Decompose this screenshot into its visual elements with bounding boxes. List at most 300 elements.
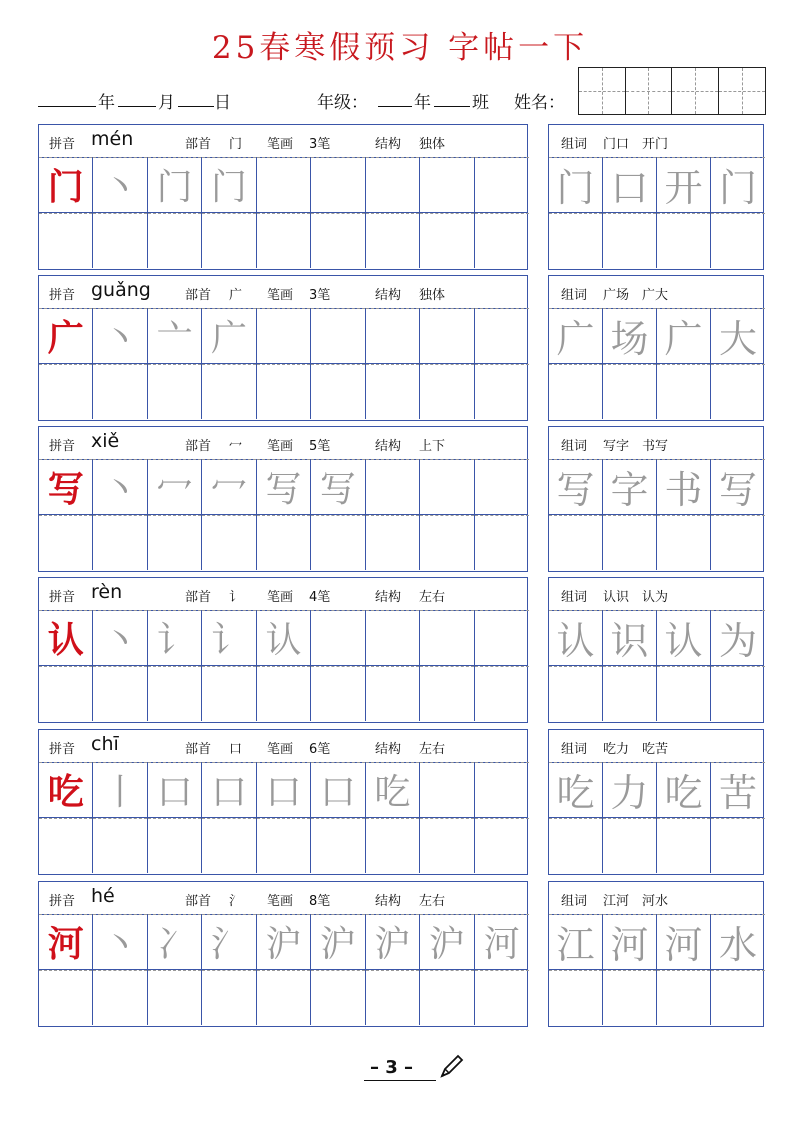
writing-cell[interactable] <box>603 666 657 721</box>
char-info <box>39 730 527 763</box>
writing-cell[interactable] <box>148 666 202 721</box>
trace-char: 亠 <box>156 318 193 359</box>
writing-cell[interactable] <box>39 157 93 212</box>
word-trace-char: 开 <box>664 166 703 210</box>
word-trace-char: 河 <box>664 923 703 967</box>
structure-label: 结构 <box>375 439 402 454</box>
grid-row <box>549 762 763 818</box>
writing-cell[interactable] <box>549 157 603 212</box>
writing-cell[interactable] <box>311 515 365 570</box>
word-block-5 <box>548 729 764 875</box>
writing-cell[interactable] <box>366 666 420 721</box>
writing-cell[interactable] <box>39 308 93 363</box>
model-char: 写 <box>47 469 84 510</box>
writing-cell[interactable] <box>93 818 147 873</box>
page-title: 25春寒假预习 字帖一下 <box>211 30 589 66</box>
strokes-value: 3笔 <box>309 288 331 303</box>
writing-cell[interactable] <box>257 459 311 514</box>
writing-cell[interactable] <box>549 459 603 514</box>
writing-cell[interactable] <box>148 610 202 665</box>
writing-cell[interactable] <box>93 364 147 419</box>
pinyin-label: 拼音 <box>49 590 76 605</box>
pinyin-label: 拼音 <box>49 742 76 757</box>
word-trace-char: 江 <box>556 923 595 967</box>
writing-cell[interactable] <box>657 364 711 419</box>
writing-cell[interactable] <box>420 308 474 363</box>
writing-cell[interactable] <box>603 818 657 873</box>
writing-cell[interactable] <box>311 970 365 1025</box>
writing-cell[interactable] <box>475 970 529 1025</box>
trace-char <box>475 308 529 363</box>
grid-row <box>39 666 527 721</box>
grid-row <box>39 762 527 818</box>
writing-cell[interactable] <box>711 364 765 419</box>
trace-char: 冖 <box>156 469 193 510</box>
radical-label: 部首 <box>185 894 212 909</box>
writing-cell[interactable] <box>366 818 420 873</box>
trace-char: 讠 <box>156 620 193 661</box>
writing-cell[interactable] <box>93 610 147 665</box>
writing-cell[interactable] <box>475 818 529 873</box>
name-box[interactable] <box>719 68 766 114</box>
writing-cell[interactable] <box>257 762 311 817</box>
strokes-label: 笔画 <box>267 894 294 909</box>
trace-char: 沪 <box>319 924 356 965</box>
writing-cell[interactable] <box>366 308 420 363</box>
writing-cell[interactable] <box>603 970 657 1025</box>
writing-cell[interactable] <box>475 666 529 721</box>
pinyin-value: guǎng <box>91 279 151 301</box>
writing-cell[interactable] <box>549 610 603 665</box>
writing-cell[interactable] <box>39 914 93 969</box>
trace-char: 丶 <box>102 620 139 661</box>
writing-cell[interactable] <box>475 515 529 570</box>
grid-row <box>549 157 763 213</box>
day-label: 日 <box>214 93 231 113</box>
model-char: 吃 <box>47 772 84 813</box>
writing-cell[interactable] <box>420 610 474 665</box>
writing-cell[interactable] <box>93 970 147 1025</box>
trace-char <box>366 308 419 363</box>
writing-cell[interactable] <box>711 459 765 514</box>
writing-cell[interactable] <box>475 762 529 817</box>
grid-row <box>549 666 763 721</box>
writing-cell[interactable] <box>366 157 420 212</box>
writing-cell[interactable] <box>420 157 474 212</box>
class-label: 班 <box>472 93 489 113</box>
trace-char: 口 <box>156 772 193 813</box>
writing-cell[interactable] <box>475 610 529 665</box>
trace-char: 丨 <box>102 772 139 813</box>
pencil-icon <box>436 1052 466 1082</box>
structure-label: 结构 <box>375 288 402 303</box>
words-value: 认识 认为 <box>603 590 669 605</box>
writing-cell[interactable] <box>202 762 256 817</box>
writing-cell[interactable] <box>257 666 311 721</box>
writing-cell[interactable] <box>148 459 202 514</box>
trace-char: 冖 <box>211 469 248 510</box>
writing-cell[interactable] <box>39 762 93 817</box>
writing-cell[interactable] <box>202 970 256 1025</box>
year-label: 年 <box>98 93 115 113</box>
grade-blank[interactable] <box>378 106 412 107</box>
radical-value: 门 <box>229 137 243 152</box>
writing-cell[interactable] <box>202 666 256 721</box>
grid-row <box>39 364 527 419</box>
writing-cell[interactable] <box>711 914 765 969</box>
radical-value: 氵 <box>229 894 243 909</box>
writing-cell[interactable] <box>549 364 603 419</box>
trace-char: 沪 <box>265 924 302 965</box>
writing-cell[interactable] <box>475 213 529 268</box>
word-info <box>549 427 763 460</box>
grid-row <box>39 515 527 570</box>
grade-year-label: 年 <box>414 93 431 113</box>
grid-row <box>549 818 763 873</box>
writing-cell[interactable] <box>549 914 603 969</box>
writing-cell[interactable] <box>93 914 147 969</box>
trace-char <box>475 762 529 817</box>
writing-cell[interactable] <box>148 818 202 873</box>
writing-cell[interactable] <box>711 818 765 873</box>
trace-char <box>366 157 419 212</box>
char-info <box>39 578 527 611</box>
strokes-label: 笔画 <box>267 137 294 152</box>
grid-row <box>39 610 527 666</box>
writing-cell[interactable] <box>148 157 202 212</box>
writing-cell[interactable] <box>39 364 93 419</box>
words-value: 江河 河水 <box>603 894 669 909</box>
writing-cell[interactable] <box>93 157 147 212</box>
writing-cell[interactable] <box>603 157 657 212</box>
name-boxes[interactable] <box>578 67 766 115</box>
class-blank[interactable] <box>434 106 470 107</box>
writing-cell[interactable] <box>657 610 711 665</box>
writing-cell[interactable] <box>549 666 603 721</box>
word-trace-char: 写 <box>556 468 595 512</box>
writing-cell[interactable] <box>603 762 657 817</box>
char-info <box>39 882 527 915</box>
trace-char: 沪 <box>428 924 465 965</box>
writing-cell[interactable] <box>420 970 474 1025</box>
pinyin-value: rèn <box>91 581 123 603</box>
word-info <box>549 125 763 158</box>
writing-cell[interactable] <box>257 610 311 665</box>
radical-value: 广 <box>229 288 243 303</box>
writing-cell[interactable] <box>148 213 202 268</box>
radical-label: 部首 <box>185 439 212 454</box>
word-trace-char: 写 <box>718 468 757 512</box>
writing-cell[interactable] <box>311 213 365 268</box>
words-label: 组词 <box>561 288 588 303</box>
writing-cell[interactable] <box>657 213 711 268</box>
writing-cell[interactable] <box>603 459 657 514</box>
trace-char: 口 <box>211 772 248 813</box>
words-value: 广场 广大 <box>603 288 669 303</box>
writing-cell[interactable] <box>202 308 256 363</box>
practice-block-5 <box>38 729 528 875</box>
writing-cell[interactable] <box>475 364 529 419</box>
writing-cell[interactable] <box>420 666 474 721</box>
writing-cell[interactable] <box>549 762 603 817</box>
trace-char <box>366 610 419 665</box>
pinyin-value: xiě <box>91 430 120 452</box>
writing-cell[interactable] <box>311 157 365 212</box>
words-value: 写字 书写 <box>603 439 669 454</box>
word-trace-char: 认 <box>556 619 595 663</box>
radical-value: 讠 <box>229 590 243 605</box>
writing-cell[interactable] <box>603 914 657 969</box>
writing-cell[interactable] <box>202 818 256 873</box>
practice-block-3 <box>38 426 528 572</box>
writing-cell[interactable] <box>93 515 147 570</box>
trace-char: 写 <box>319 469 356 510</box>
trace-char: 河 <box>483 924 520 965</box>
grid-row <box>549 970 763 1025</box>
writing-cell[interactable] <box>148 364 202 419</box>
strokes-value: 6笔 <box>309 742 331 757</box>
writing-cell[interactable] <box>93 666 147 721</box>
model-char: 门 <box>47 167 84 208</box>
writing-cell[interactable] <box>257 515 311 570</box>
writing-cell[interactable] <box>366 459 420 514</box>
writing-cell[interactable] <box>549 308 603 363</box>
writing-cell[interactable] <box>549 515 603 570</box>
writing-cell[interactable] <box>202 213 256 268</box>
writing-cell[interactable] <box>202 364 256 419</box>
writing-cell[interactable] <box>39 459 93 514</box>
writing-cell[interactable] <box>202 459 256 514</box>
writing-cell[interactable] <box>711 308 765 363</box>
radical-label: 部首 <box>185 742 212 757</box>
writing-cell[interactable] <box>711 610 765 665</box>
pinyin-label: 拼音 <box>49 439 76 454</box>
writing-cell[interactable] <box>711 157 765 212</box>
word-block-1 <box>548 124 764 270</box>
word-trace-char: 吃 <box>556 771 595 815</box>
writing-cell[interactable] <box>420 515 474 570</box>
writing-cell[interactable] <box>549 818 603 873</box>
writing-cell[interactable] <box>257 213 311 268</box>
writing-cell[interactable] <box>311 364 365 419</box>
writing-cell[interactable] <box>311 459 365 514</box>
grid-row <box>39 914 527 970</box>
word-trace-char: 为 <box>718 619 757 663</box>
word-block-6 <box>548 881 764 1027</box>
trace-char: 吃 <box>374 772 411 813</box>
grid-row <box>39 308 527 364</box>
writing-cell[interactable] <box>39 515 93 570</box>
writing-cell[interactable] <box>93 308 147 363</box>
word-trace-char: 识 <box>610 619 649 663</box>
writing-cell[interactable] <box>549 970 603 1025</box>
writing-cell[interactable] <box>202 515 256 570</box>
word-trace-char: 书 <box>664 468 703 512</box>
writing-cell[interactable] <box>202 610 256 665</box>
word-info <box>549 276 763 309</box>
writing-cell[interactable] <box>39 610 93 665</box>
writing-cell[interactable] <box>39 666 93 721</box>
writing-cell[interactable] <box>603 610 657 665</box>
writing-cell[interactable] <box>257 308 311 363</box>
writing-cell[interactable] <box>475 914 529 969</box>
trace-char <box>420 762 473 817</box>
writing-cell[interactable] <box>39 970 93 1025</box>
writing-cell[interactable] <box>711 515 765 570</box>
word-trace-char: 字 <box>610 468 649 512</box>
writing-cell[interactable] <box>657 157 711 212</box>
writing-cell[interactable] <box>657 308 711 363</box>
structure-value: 独体 <box>419 137 446 152</box>
writing-cell[interactable] <box>311 308 365 363</box>
trace-char: 沪 <box>374 924 411 965</box>
writing-cell[interactable] <box>420 818 474 873</box>
word-block-2 <box>548 275 764 421</box>
writing-cell[interactable] <box>711 970 765 1025</box>
writing-cell[interactable] <box>657 818 711 873</box>
radical-label: 部首 <box>185 137 212 152</box>
writing-cell[interactable] <box>257 818 311 873</box>
writing-cell[interactable] <box>420 459 474 514</box>
trace-char: 口 <box>319 772 356 813</box>
trace-char <box>475 157 529 212</box>
writing-cell[interactable] <box>311 818 365 873</box>
word-block-4 <box>548 577 764 723</box>
grade-label: 年级： <box>317 93 368 113</box>
writing-cell[interactable] <box>148 515 202 570</box>
writing-cell[interactable] <box>603 364 657 419</box>
name-box[interactable] <box>672 68 719 114</box>
writing-cell[interactable] <box>257 914 311 969</box>
trace-char: 丶 <box>102 469 139 510</box>
trace-char: 冫 <box>156 924 193 965</box>
writing-cell[interactable] <box>202 914 256 969</box>
trace-char: 丶 <box>102 167 139 208</box>
writing-cell[interactable] <box>148 308 202 363</box>
writing-cell[interactable] <box>257 364 311 419</box>
writing-cell[interactable] <box>257 157 311 212</box>
trace-char <box>311 157 364 212</box>
writing-cell[interactable] <box>202 157 256 212</box>
trace-char <box>311 610 364 665</box>
writing-cell[interactable] <box>311 762 365 817</box>
writing-cell[interactable] <box>93 459 147 514</box>
writing-cell[interactable] <box>711 666 765 721</box>
writing-cell[interactable] <box>549 213 603 268</box>
writing-cell[interactable] <box>475 459 529 514</box>
name-box[interactable] <box>579 68 626 114</box>
grid-row <box>549 213 763 268</box>
writing-cell[interactable] <box>420 914 474 969</box>
writing-cell[interactable] <box>657 459 711 514</box>
radical-value: 口 <box>229 742 243 757</box>
trace-char: 口 <box>265 772 302 813</box>
trace-char <box>366 459 419 514</box>
word-trace-char: 认 <box>664 619 703 663</box>
trace-char: 丶 <box>102 318 139 359</box>
strokes-value: 3笔 <box>309 137 331 152</box>
writing-cell[interactable] <box>711 213 765 268</box>
writing-cell[interactable] <box>657 970 711 1025</box>
writing-cell[interactable] <box>475 308 529 363</box>
char-info <box>39 276 527 309</box>
writing-cell[interactable] <box>366 970 420 1025</box>
word-trace-char: 门 <box>718 166 757 210</box>
word-info <box>549 730 763 763</box>
writing-cell[interactable] <box>93 213 147 268</box>
writing-cell[interactable] <box>657 666 711 721</box>
writing-cell[interactable] <box>148 970 202 1025</box>
words-label: 组词 <box>561 894 588 909</box>
char-info <box>39 427 527 460</box>
trace-char: 广 <box>211 318 248 359</box>
writing-cell[interactable] <box>366 364 420 419</box>
model-char: 认 <box>47 620 84 661</box>
word-trace-char: 门 <box>556 166 595 210</box>
grid-row <box>39 157 527 213</box>
model-char: 广 <box>47 318 84 359</box>
writing-cell[interactable] <box>366 213 420 268</box>
writing-cell[interactable] <box>39 213 93 268</box>
grid-row <box>549 914 763 970</box>
writing-cell[interactable] <box>311 610 365 665</box>
trace-char: 讠 <box>211 620 248 661</box>
trace-char: 认 <box>265 620 302 661</box>
writing-cell[interactable] <box>93 762 147 817</box>
writing-cell[interactable] <box>657 762 711 817</box>
writing-cell[interactable] <box>148 914 202 969</box>
strokes-label: 笔画 <box>267 439 294 454</box>
words-value: 门口 开门 <box>603 137 669 152</box>
writing-cell[interactable] <box>257 970 311 1025</box>
writing-cell[interactable] <box>148 762 202 817</box>
month-blank[interactable] <box>118 106 156 107</box>
writing-cell[interactable] <box>39 818 93 873</box>
day-blank[interactable] <box>178 106 214 107</box>
structure-value: 左右 <box>419 894 446 909</box>
writing-cell[interactable] <box>711 762 765 817</box>
pinyin-value: mén <box>91 128 134 150</box>
writing-cell[interactable] <box>366 515 420 570</box>
name-box[interactable] <box>626 68 673 114</box>
writing-cell[interactable] <box>420 364 474 419</box>
trace-char: 门 <box>211 167 248 208</box>
year-blank[interactable] <box>38 106 96 107</box>
writing-cell[interactable] <box>657 914 711 969</box>
structure-value: 左右 <box>419 742 446 757</box>
writing-cell[interactable] <box>420 213 474 268</box>
strokes-value: 8笔 <box>309 894 331 909</box>
writing-cell[interactable] <box>657 515 711 570</box>
practice-block-2 <box>38 275 528 421</box>
writing-cell[interactable] <box>366 914 420 969</box>
writing-cell[interactable] <box>420 762 474 817</box>
writing-cell[interactable] <box>603 515 657 570</box>
writing-cell[interactable] <box>475 157 529 212</box>
word-trace-char: 力 <box>610 771 649 815</box>
words-label: 组词 <box>561 137 588 152</box>
grid-row <box>549 459 763 515</box>
writing-cell[interactable] <box>603 213 657 268</box>
writing-cell[interactable] <box>311 914 365 969</box>
word-trace-char: 吃 <box>664 771 703 815</box>
writing-cell[interactable] <box>366 762 420 817</box>
trace-char <box>420 610 473 665</box>
writing-cell[interactable] <box>603 308 657 363</box>
structure-value: 上下 <box>419 439 446 454</box>
writing-cell[interactable] <box>311 666 365 721</box>
writing-cell[interactable] <box>366 610 420 665</box>
